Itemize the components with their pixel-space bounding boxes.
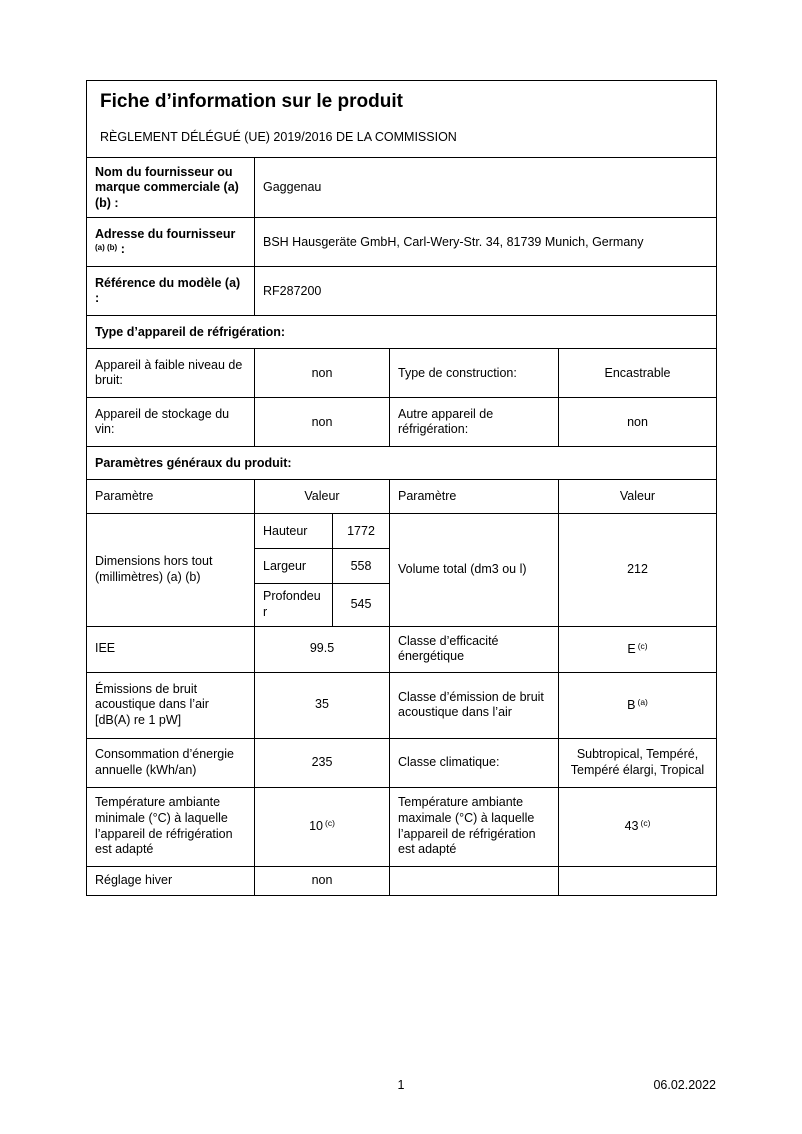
section-heading-params: Paramètres généraux du produit:: [87, 447, 717, 480]
min-temperature-footnote: (c): [324, 818, 335, 829]
energy-class-letter: E: [627, 641, 636, 656]
title-cell: [87, 81, 717, 158]
header-param-right: Paramètre: [390, 480, 559, 514]
product-fiche-table: [86, 80, 717, 896]
low-noise-value: non: [255, 349, 390, 398]
dimensions-label: Dimensions hors tout (millimètres) (a) (b): [87, 514, 255, 626]
noise-class-letter: B: [627, 697, 636, 712]
other-appliance-label: Autre appareil de réfrigération:: [390, 398, 559, 447]
energy-class-label: Classe d’efficacité énergétique: [390, 626, 559, 672]
supplier-address-label: [87, 218, 255, 267]
header-value-right: Valeur: [559, 480, 717, 514]
supplier-address-label-text: Adresse du fournisseur: [95, 226, 236, 241]
header-value-left: Valeur: [255, 480, 390, 514]
page-number: 1: [397, 1078, 405, 1092]
noise-class-value: [559, 672, 717, 738]
header-param-left: Paramètre: [87, 480, 255, 514]
noise-class-label: Classe d’émission de bruit acoustique dans l’air: [390, 672, 559, 738]
width-value: 558: [333, 549, 390, 584]
model-reference-value: RF287200: [255, 267, 717, 316]
max-temperature-number: 43: [624, 819, 639, 834]
energy-class-footnote: (c): [637, 640, 648, 651]
min-temperature-number: 10: [309, 819, 323, 834]
volume-value: 212: [559, 514, 717, 626]
supplier-address-footnote: (a) (b): [95, 243, 118, 253]
energy-consumption-label: Consommation d’énergie annuelle (kWh/an): [87, 738, 255, 787]
construction-type-value: Encastrable: [559, 349, 717, 398]
winter-empty-cell-1: [390, 866, 559, 895]
section-heading-type: Type d’appareil de réfrigération:: [87, 316, 717, 349]
max-temperature-label: Température ambiante maximale (°C) à laquelle l’appareil de réfrigération est adapté: [390, 787, 559, 866]
supplier-name-value: Gaggenau: [255, 158, 717, 218]
height-label: Hauteur: [255, 514, 333, 549]
depth-value: 545: [333, 584, 390, 626]
energy-class-value: [559, 626, 717, 672]
regulation-subtitle: RÈGLEMENT DÉLÉGUÉ (UE) 2019/2016 DE LA COMMISSION: [100, 129, 457, 144]
winter-setting-value: non: [255, 866, 390, 895]
noise-emission-value: 35: [255, 672, 390, 738]
supplier-address-value: BSH Hausgeräte GmbH, Carl-Wery-Str. 34, 81739 Munich, Germany: [255, 218, 717, 267]
other-appliance-value: non: [559, 398, 717, 447]
iee-value: 99.5: [255, 626, 390, 672]
wine-storage-value: non: [255, 398, 390, 447]
winter-setting-label: Réglage hiver: [87, 866, 255, 895]
page-title: Fiche d’information sur le produit: [100, 91, 403, 112]
wine-storage-label: Appareil de stockage du vin:: [87, 398, 255, 447]
supplier-address-colon: :: [117, 242, 125, 257]
iee-label: IEE: [87, 626, 255, 672]
construction-type-label: Type de construction:: [390, 349, 559, 398]
min-temperature-label: Température ambiante minimale (°C) à laquelle l’appareil de réfrigération est adapté: [87, 787, 255, 866]
footer-date: 06.02.2022: [653, 1078, 716, 1092]
depth-label: Profondeur: [255, 584, 333, 626]
max-temperature-value: [559, 787, 717, 866]
energy-consumption-value: 235: [255, 738, 390, 787]
height-value: 1772: [333, 514, 390, 549]
max-temperature-footnote: (c): [640, 818, 651, 829]
winter-empty-cell-2: [559, 866, 717, 895]
volume-label: Volume total (dm3 ou l): [390, 514, 559, 626]
climate-class-value: Subtropical, Tempéré, Tempéré élargi, Tropical: [559, 738, 717, 787]
noise-class-footnote: (a): [637, 696, 648, 707]
climate-class-label: Classe climatique:: [390, 738, 559, 787]
noise-emission-label: Émissions de bruit acoustique dans l’air [dB(A) re 1 pW]: [87, 672, 255, 738]
width-label: Largeur: [255, 549, 333, 584]
model-reference-label: Référence du modèle (a) :: [87, 267, 255, 316]
low-noise-label: Appareil à faible niveau de bruit:: [87, 349, 255, 398]
supplier-name-label: Nom du fournisseur ou marque commerciale (a) (b) :: [87, 158, 255, 218]
min-temperature-value: [255, 787, 390, 866]
